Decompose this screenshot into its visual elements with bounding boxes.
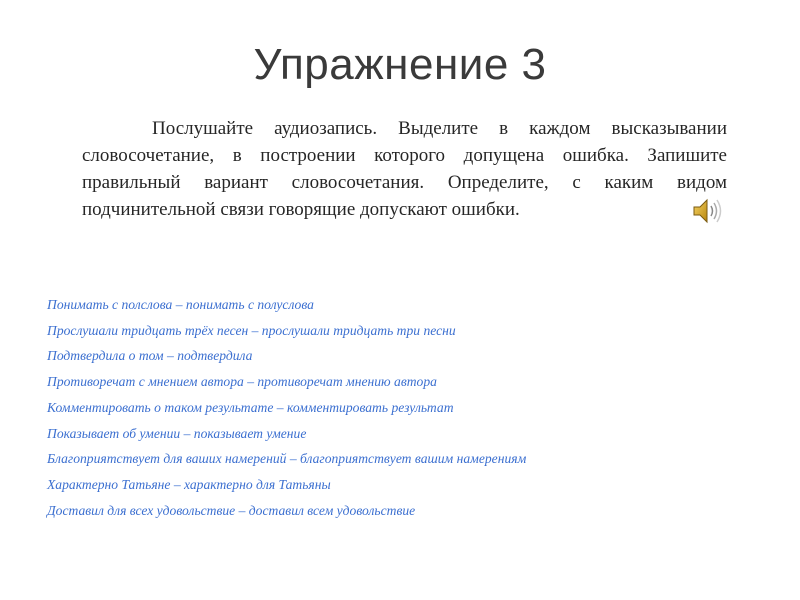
example-item: Благоприятствует для ваших намерений – благоприятствует вашим намерениям [47, 451, 527, 467]
example-item: Комментировать о таком результате – комментировать результат [47, 399, 454, 415]
example-item: Подтвердила о том – подтвердила [47, 348, 253, 364]
example-item: Противоречат с мнением автора – противоречат мнению автора [47, 374, 437, 390]
example-item: Характерно Татьяне – характерно для Татьяны [47, 476, 331, 492]
speaker-icon[interactable] [692, 196, 726, 226]
example-item: Понимать с полслова – понимать с полуслова [47, 297, 314, 312]
example-item: Прослушали тридцать трёх песен – прослушали тридцать три песни [47, 322, 456, 338]
slide-title: Упражнение 3 [253, 40, 547, 89]
instruction-text: Послушайте аудиозапись. Выделите в каждом высказывании словосочетание, в построении которого допущена ошибка. Запишите правильный вариант словосочетания. Определите, с каким видом подчинительной связи говорящие допускают ошибки. [82, 118, 727, 220]
examples-list [47, 292, 526, 523]
example-item: Показывает об умении – показывает умение [47, 425, 307, 441]
example-item: Доставил для всех удовольствие – доставил всем удовольствие [47, 502, 416, 518]
